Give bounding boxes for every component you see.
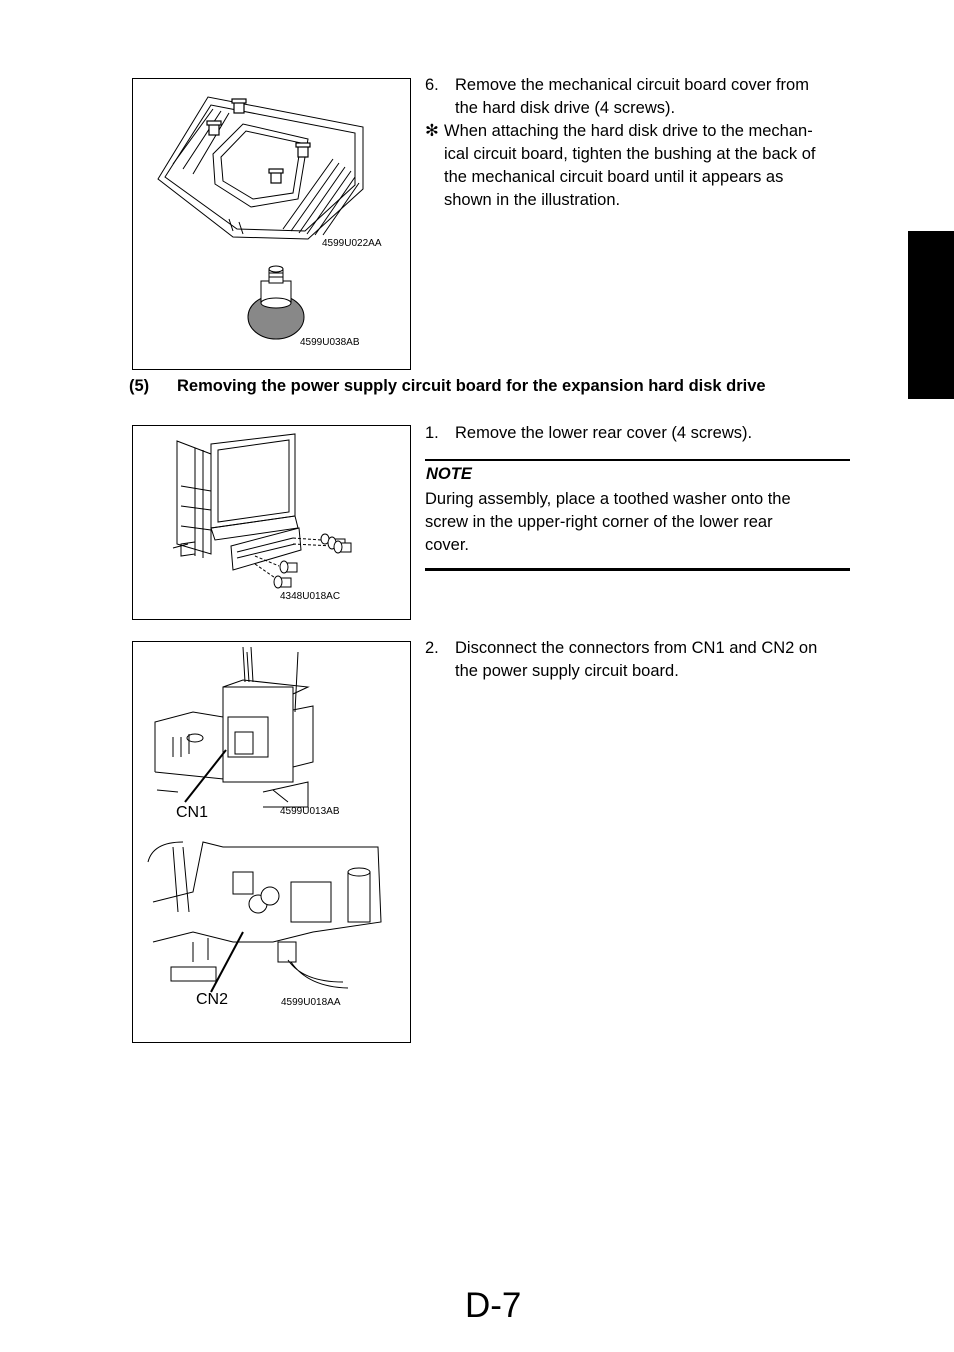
section-number: (5) bbox=[129, 377, 150, 395]
note-line: screw in the upper-right corner of the lower rear bbox=[425, 513, 773, 531]
section-title: Removing the power supply circuit board for the expansion hard disk drive bbox=[177, 377, 766, 395]
note-line: During assembly, place a toothed washer onto the bbox=[425, 490, 791, 508]
step-number: 2. bbox=[425, 639, 439, 657]
callout-cn2: CN2 bbox=[196, 991, 229, 1008]
hint-line: the mechanical circuit board until it appears as bbox=[444, 168, 784, 186]
callout-cn1: CN1 bbox=[176, 804, 209, 821]
figure-code: 4599U018AA bbox=[281, 997, 341, 1008]
figure-code: 4599U013AB bbox=[280, 806, 340, 817]
step-text: Remove the lower rear cover (4 screws). bbox=[455, 424, 753, 442]
hint-text bbox=[444, 120, 815, 212]
note-line: cover. bbox=[425, 536, 470, 554]
figure-hdd-cover bbox=[132, 78, 411, 370]
step-line: the power supply circuit board. bbox=[455, 662, 679, 680]
step-6 bbox=[425, 74, 855, 124]
hdd-cover-illustration bbox=[133, 79, 410, 369]
note-box bbox=[425, 459, 850, 571]
step-number: 6. bbox=[425, 76, 439, 94]
step-text bbox=[455, 74, 809, 120]
figure-lower-rear-cover bbox=[132, 425, 411, 620]
step-line: the hard disk drive (4 screws). bbox=[455, 99, 676, 117]
hint-line: ical circuit board, tighten the bushing at the back of bbox=[444, 145, 816, 163]
step-2 bbox=[425, 637, 855, 687]
hint-line: When attaching the hard disk drive to the mechan- bbox=[444, 122, 813, 140]
hint-line: shown in the illustration. bbox=[444, 191, 621, 209]
step-text bbox=[455, 637, 817, 683]
lower-rear-cover-illustration bbox=[133, 426, 410, 619]
assembly-hint bbox=[425, 120, 855, 215]
step-1 bbox=[425, 422, 855, 446]
figure-code: 4599U022AA bbox=[322, 238, 382, 249]
chapter-side-tab bbox=[908, 231, 954, 399]
note-body bbox=[425, 488, 845, 557]
asterisk-icon: ✻ bbox=[425, 122, 439, 140]
step-line: Disconnect the connectors from CN1 and CN2 on bbox=[455, 639, 818, 657]
section-heading bbox=[129, 377, 766, 396]
figure-code: 4599U038AB bbox=[300, 337, 360, 348]
page-number: D-7 bbox=[465, 1286, 522, 1325]
note-heading: NOTE bbox=[426, 465, 472, 483]
connectors-illustration bbox=[133, 642, 410, 1042]
step-number: 1. bbox=[425, 424, 439, 442]
step-line: Remove the mechanical circuit board cover from bbox=[455, 76, 809, 94]
figure-connectors bbox=[132, 641, 411, 1043]
figure-code: 4348U018AC bbox=[280, 591, 341, 602]
